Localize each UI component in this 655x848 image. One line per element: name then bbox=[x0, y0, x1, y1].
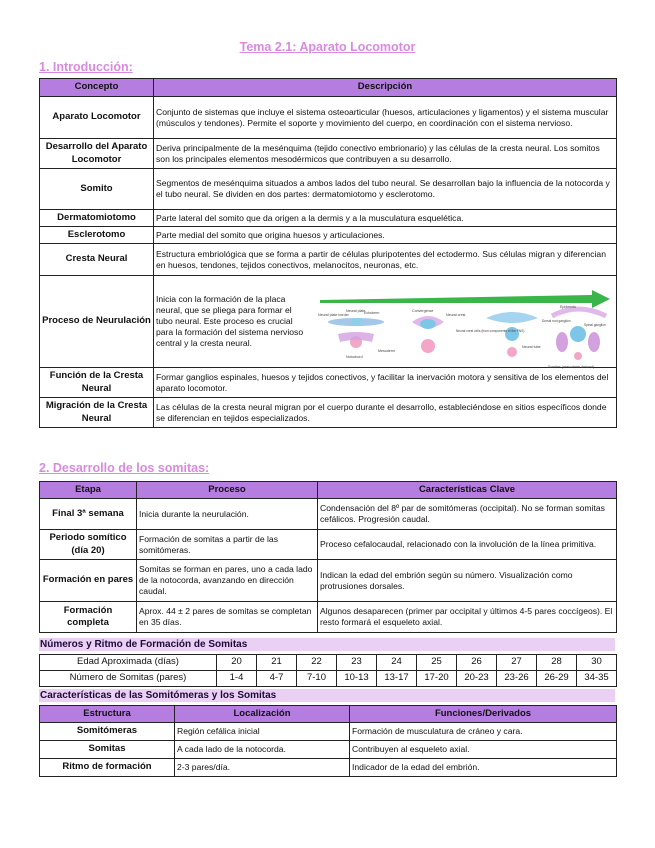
count-cell: 4-7 bbox=[257, 671, 297, 687]
header-caracteristicas: Características Clave bbox=[318, 482, 617, 499]
age-label: Edad Aproximada (días) bbox=[40, 655, 217, 671]
table-row bbox=[40, 97, 617, 139]
table-row bbox=[40, 499, 617, 530]
label-neural-plate-border: Neural plate border bbox=[318, 313, 349, 317]
structure-cell: Somitómeras bbox=[40, 723, 175, 741]
table-row bbox=[40, 723, 617, 741]
concept-cell: Migración de la Cresta Neural bbox=[40, 398, 154, 428]
stage-cell: Periodo somítico (día 20) bbox=[40, 530, 137, 560]
header-etapa: Etapa bbox=[40, 482, 137, 499]
count-cell: 20-23 bbox=[457, 671, 497, 687]
neural-fold bbox=[486, 312, 538, 323]
key-cell: Algunos desaparecen (primer par occipital y últimos 4-5 pares coccígeos). El resto formará el esqueleto axial. bbox=[318, 602, 617, 633]
label-spinal-ganglion: Spinal ganglion bbox=[584, 323, 606, 327]
concept-cell: Dermatomiotomo bbox=[40, 210, 154, 227]
process-cell: Aprox. 44 ± 2 pares de somitas se completan en 35 días. bbox=[137, 602, 318, 633]
count-cell: 1-4 bbox=[217, 671, 257, 687]
table-row bbox=[40, 227, 617, 244]
rhythm-table bbox=[39, 654, 617, 687]
neural-tube-2 bbox=[570, 326, 586, 342]
table-row bbox=[40, 671, 617, 687]
table-row bbox=[40, 398, 617, 428]
table-row bbox=[40, 560, 617, 602]
age-cell: 26 bbox=[457, 655, 497, 671]
somite-left bbox=[556, 332, 568, 352]
function-cell: Formación de musculatura de cráneo y cara. bbox=[350, 723, 617, 741]
label-neural-tube: Neural tube bbox=[522, 345, 541, 349]
count-cell: 10-13 bbox=[337, 671, 377, 687]
table-row bbox=[40, 368, 617, 398]
intro-table bbox=[39, 78, 617, 428]
neurulation-diagram bbox=[316, 290, 612, 372]
concept-cell: Función de la Cresta Neural bbox=[40, 368, 154, 398]
label-convergence: Convergence bbox=[412, 309, 434, 313]
somite-stages-table bbox=[39, 481, 617, 633]
desc-cell: Las células de la cresta neural migran por el cuerpo durante el desarrollo, estableciéndose en sitios específicos donde se diferencian en tejidos especializados. bbox=[154, 398, 617, 428]
key-cell: Proceso cefalocaudal, relacionado con la involución de la línea primitiva. bbox=[318, 530, 617, 560]
label-ectoderm: Ectoderm bbox=[364, 311, 380, 315]
age-cell: 30 bbox=[577, 655, 617, 671]
table-row bbox=[40, 759, 617, 777]
stage-cell: Final 3ª semana bbox=[40, 499, 137, 530]
key-cell: Indican la edad del embrión según su número. Visualización como protrusiones dorsales. bbox=[318, 560, 617, 602]
header-localizacion: Localización bbox=[175, 706, 350, 723]
function-cell: Contribuyen al esqueleto axial. bbox=[350, 741, 617, 759]
count-cell: 7-10 bbox=[297, 671, 337, 687]
age-cell: 22 bbox=[297, 655, 337, 671]
age-cell: 28 bbox=[537, 655, 577, 671]
somite-right bbox=[588, 332, 600, 352]
page-title: Tema 2.1: Aparato Locomotor bbox=[239, 40, 416, 54]
age-cell: 25 bbox=[417, 655, 457, 671]
table-row bbox=[40, 530, 617, 560]
notochord-3 bbox=[507, 347, 517, 357]
location-cell: Región cefálica inicial bbox=[175, 723, 350, 741]
section-heading-introduccion: 1. Introducción: bbox=[39, 60, 133, 74]
label-notochord: Notochord bbox=[346, 355, 363, 359]
label-dorsal-root: Dorsal root ganglion bbox=[542, 319, 571, 323]
key-cell: Condensación del 8º par de somitómeras (occipital). No se forman somitas cefálicos. Progresión caudal. bbox=[318, 499, 617, 530]
concept-cell: Proceso de Neurulación bbox=[40, 276, 154, 368]
table-row bbox=[40, 169, 617, 210]
features-heading: Características de las Somitómeras y los Somitas bbox=[39, 689, 615, 702]
neural-plate-center bbox=[352, 318, 362, 326]
table-row bbox=[40, 244, 617, 276]
table-row bbox=[40, 602, 617, 633]
desc-cell: Estructura embriológica que se forma a partir de células pluripotentes del ectodermo. Sus células migran y diferencian en huesos, tendones, tejidos conectivos, melanocitos, neuronas, etc. bbox=[154, 244, 617, 276]
features-table bbox=[39, 705, 617, 777]
header-proceso: Proceso bbox=[137, 482, 318, 499]
table-row bbox=[40, 210, 617, 227]
header-descripcion: Descripción bbox=[154, 79, 617, 97]
count-cell: 23-26 bbox=[497, 671, 537, 687]
process-cell: Formación de somitas a partir de las somitómeras. bbox=[137, 530, 318, 560]
label-neural-plate: Neural plate bbox=[346, 309, 366, 313]
concept-cell: Somito bbox=[40, 169, 154, 210]
label-epidermis: Epidermis bbox=[560, 305, 576, 309]
desc-cell: Formar ganglios espinales, huesos y tejidos conectivos, y facilitar la inervación motora y sensitiva de los elementos del aparato locomotor. bbox=[154, 368, 617, 398]
label-neural-crest-cells: Neural crest cells (from components of the PNS) bbox=[456, 329, 525, 333]
desc-cell: Deriva principalmente de la mesénquima (tejido conectivo embrionario) y las células de la cresta neural. Los somitos son los principales elementos mesodérmicos que contribuyen a su desarrollo. bbox=[154, 139, 617, 169]
convergence-groove bbox=[420, 319, 436, 329]
table-row bbox=[40, 655, 617, 671]
neurulation-text: Inicia con la formación de la placa neural, que se pliega para formar el tubo neural. Este proceso es crucial para la formación del sistema nervioso central y la cresta neural. bbox=[156, 294, 304, 348]
stage-cell: Formación en pares bbox=[40, 560, 137, 602]
count-cell: 17-20 bbox=[417, 671, 457, 687]
age-cell: 23 bbox=[337, 655, 377, 671]
table-row bbox=[40, 139, 617, 169]
label-neural-crest: Neural crest bbox=[446, 313, 466, 317]
process-cell: Inicia durante la neurulación. bbox=[137, 499, 318, 530]
table-row bbox=[40, 741, 617, 759]
desc-cell: Parte lateral del somito que da origen a la dermis y a la musculatura esquelética. bbox=[154, 210, 617, 227]
structure-cell: Somitas bbox=[40, 741, 175, 759]
notochord-2 bbox=[421, 339, 435, 353]
notochord-4 bbox=[574, 352, 582, 360]
process-cell: Somitas se forman en pares, uno a cada lado de la notocorda, avanzando en dirección caudal. bbox=[137, 560, 318, 602]
header-funciones: Funciones/Derivados bbox=[350, 706, 617, 723]
label-mesoderm: Mesoderm bbox=[378, 349, 395, 353]
epidermis-arc bbox=[552, 309, 606, 316]
header-estructura: Estructura bbox=[40, 706, 175, 723]
stage-cell: Formación completa bbox=[40, 602, 137, 633]
age-cell: 21 bbox=[257, 655, 297, 671]
count-cell: 13-17 bbox=[377, 671, 417, 687]
age-cell: 24 bbox=[377, 655, 417, 671]
desc-cell: Segmentos de mesénquima situados a ambos lados del tubo neural. Se desarrollan bajo la influencia de la notocorda y el tubo neural. Se dividen en dos partes: dermatomiotomo y esclerotomo. bbox=[154, 169, 617, 210]
age-cell: 20 bbox=[217, 655, 257, 671]
concept-cell: Aparato Locomotor bbox=[40, 97, 154, 139]
location-cell: A cada lado de la notocorda. bbox=[175, 741, 350, 759]
concept-cell: Desarrollo del Aparato Locomotor bbox=[40, 139, 154, 169]
location-cell: 2-3 pares/día. bbox=[175, 759, 350, 777]
label-somites: Somites (mesoderm derived) bbox=[548, 365, 595, 369]
count-cell: 34-35 bbox=[577, 671, 617, 687]
rhythm-heading: Números y Ritmo de Formación de Somitas bbox=[39, 638, 615, 651]
desc-cell: Parte medial del somito que origina huesos y articulaciones. bbox=[154, 227, 617, 244]
count-label: Número de Somitas (pares) bbox=[40, 671, 217, 687]
section-heading-somitas: 2. Desarrollo de los somitas: bbox=[39, 461, 210, 475]
age-cell: 27 bbox=[497, 655, 537, 671]
count-cell: 26-29 bbox=[537, 671, 577, 687]
desc-cell: Conjunto de sistemas que incluye el sistema osteoarticular (huesos, articulaciones y ligamentos) y el sistema muscular (músculos y tendones). Permite el soporte y movimiento del cuerpo, en coordinación con el sistema nervioso. bbox=[154, 97, 617, 139]
function-cell: Indicador de la edad del embrión. bbox=[350, 759, 617, 777]
concept-cell: Cresta Neural bbox=[40, 244, 154, 276]
concept-cell: Esclerotomo bbox=[40, 227, 154, 244]
header-concepto: Concepto bbox=[40, 79, 154, 97]
structure-cell: Ritmo de formación bbox=[40, 759, 175, 777]
